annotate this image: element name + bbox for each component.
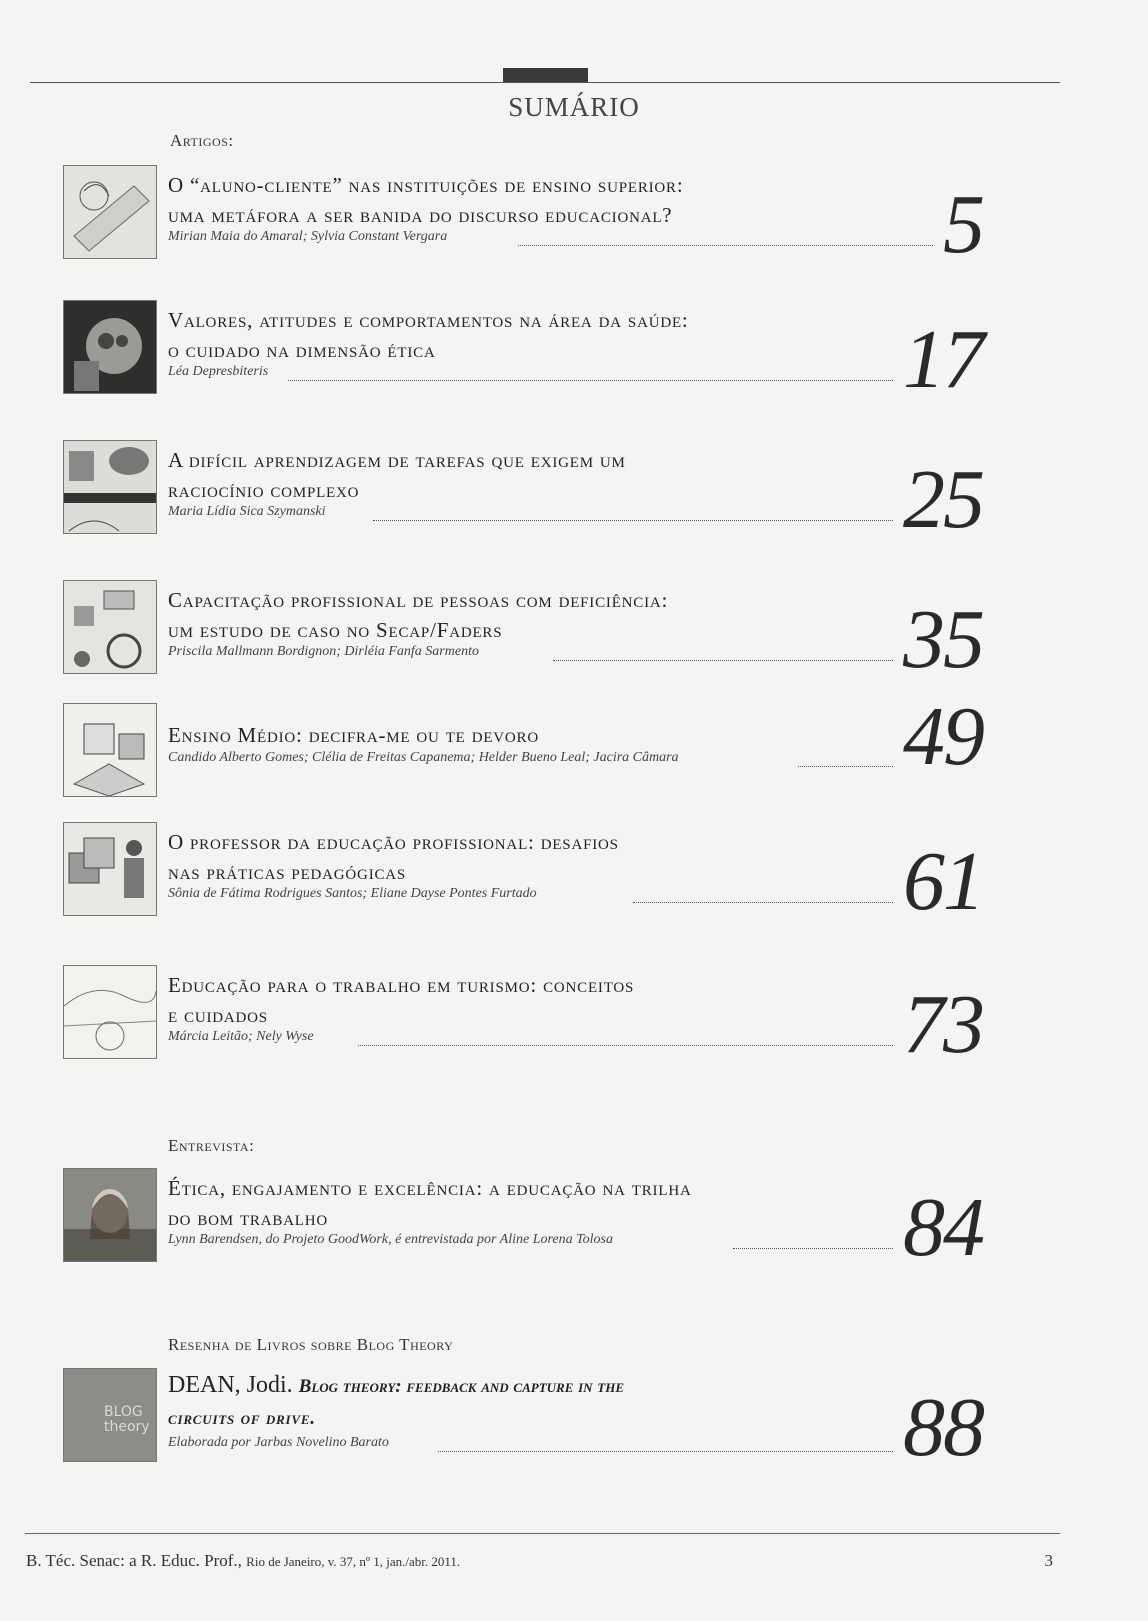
leader-dots	[798, 766, 893, 767]
leader-dots	[438, 1451, 893, 1452]
page-number: 35	[903, 593, 983, 686]
page-number: 25	[903, 453, 983, 546]
book-author: DEAN, Jodi.	[168, 1372, 293, 1398]
article-authors: Sônia de Fátima Rodrigues Santos; Eliane Dayse Pontes Furtado	[168, 886, 537, 901]
article-title: Valores, atitudes e comportamentos na área da saúde:	[168, 308, 689, 332]
page-number: 73	[903, 978, 983, 1071]
article-title-cont: e cuidados	[168, 1003, 268, 1027]
toc-entry[interactable]	[63, 300, 1023, 406]
toc-entry[interactable]	[63, 690, 1023, 798]
article-title: Educação para o trabalho em turismo: conceitos	[168, 973, 635, 997]
article-authors: Priscila Mallmann Bordignon; Dirléia Fanfa Sarmento	[168, 644, 479, 659]
article-thumbnail	[63, 165, 157, 259]
article-thumbnail	[63, 965, 157, 1059]
journal-details: Rio de Janeiro, v. 37, nº 1, jan./abr. 2011.	[246, 1554, 461, 1569]
article-title-cont: do bom trabalho	[168, 1206, 329, 1230]
section-label-resenha: Resenha de Livros sobre Blog Theory	[168, 1335, 454, 1354]
article-thumbnail	[63, 440, 157, 534]
toc-entry[interactable]	[63, 822, 1023, 928]
journal-name: B. Téc. Senac: a R. Educ. Prof.,	[26, 1551, 242, 1570]
page-number: 5	[943, 178, 983, 271]
article-title: O professor da educação profissional: desafios	[168, 830, 619, 854]
book-title: Blog theory: feedback and capture in the	[298, 1376, 625, 1397]
article-thumbnail	[63, 822, 157, 916]
leader-dots	[358, 1045, 893, 1046]
book-cover	[63, 1368, 157, 1462]
toc-entry[interactable]	[63, 580, 1023, 686]
article-title-cont: raciocínio complexo	[168, 478, 360, 502]
page-number: 17	[903, 313, 983, 406]
article-thumbnail	[63, 703, 157, 797]
article-title: O “aluno-cliente” nas instituições de ensino superior:	[168, 173, 684, 197]
article-thumbnail	[63, 580, 157, 674]
page-title: SUMÁRIO	[508, 92, 640, 122]
article-title: Ética, engajamento e excelência: a educação na trilha	[168, 1176, 692, 1200]
article-authors: Lynn Barendsen, do Projeto GoodWork, é entrevistada por Aline Lorena Tolosa	[168, 1232, 613, 1247]
page-number: 49	[903, 690, 983, 783]
review-byline: Elaborada por Jarbas Novelino Barato	[168, 1435, 389, 1450]
article-title-cont: um estudo de caso no Secap/Faders	[168, 618, 503, 642]
leader-dots	[733, 1248, 893, 1249]
article-title-cont: o cuidado na dimensão ética	[168, 338, 436, 362]
article-authors: Márcia Leitão; Nely Wyse	[168, 1029, 314, 1044]
section-label-artigos: Artigos:	[170, 131, 234, 150]
footer-citation	[26, 1551, 460, 1571]
article-thumbnail	[63, 300, 157, 394]
article-authors: Léa Depresbiteris	[168, 364, 269, 379]
leader-dots	[633, 902, 893, 903]
toc-entry[interactable]	[63, 965, 1023, 1071]
article-authors: Candido Alberto Gomes; Clélia de Freitas Capanema; Helder Bueno Leal; Jacira Câmara	[168, 750, 679, 765]
leader-dots	[373, 520, 893, 521]
article-title: Capacitação profissional de pessoas com deficiência:	[168, 588, 669, 612]
header-rule	[30, 82, 1060, 83]
review-title-line	[168, 1372, 624, 1399]
article-title: A difícil aprendizagem de tarefas que exigem um	[168, 448, 626, 472]
footer-rule	[25, 1533, 1060, 1534]
toc-entry[interactable]	[63, 165, 1023, 271]
header-bar-decoration	[503, 68, 588, 82]
interview-photo	[63, 1168, 157, 1262]
article-authors: Maria Lídia Sica Szymanski	[168, 504, 326, 519]
page-number: 88	[903, 1381, 983, 1474]
toc-entry[interactable]	[63, 440, 1023, 546]
footer-page-number: 3	[1044, 1551, 1053, 1570]
toc-entry-interview[interactable]	[63, 1168, 1023, 1274]
book-cover-text: BLOG theory	[104, 1404, 150, 1435]
page-number: 84	[903, 1181, 983, 1274]
article-title-cont: uma metáfora a ser banida do discurso educacional?	[168, 203, 673, 227]
leader-dots	[288, 380, 893, 381]
section-label-entrevista: Entrevista:	[168, 1136, 255, 1155]
leader-dots	[518, 245, 933, 246]
article-title-cont: nas práticas pedagógicas	[168, 860, 407, 884]
leader-dots	[553, 660, 893, 661]
page-number: 61	[903, 835, 983, 928]
toc-entry-review[interactable]	[63, 1368, 1023, 1474]
article-authors: Mirian Maia do Amaral; Sylvia Constant Vergara	[168, 229, 448, 244]
book-title-cont: circuits of drive.	[168, 1408, 316, 1429]
article-title: Ensino Médio: decifra-me ou te devoro	[168, 723, 539, 747]
